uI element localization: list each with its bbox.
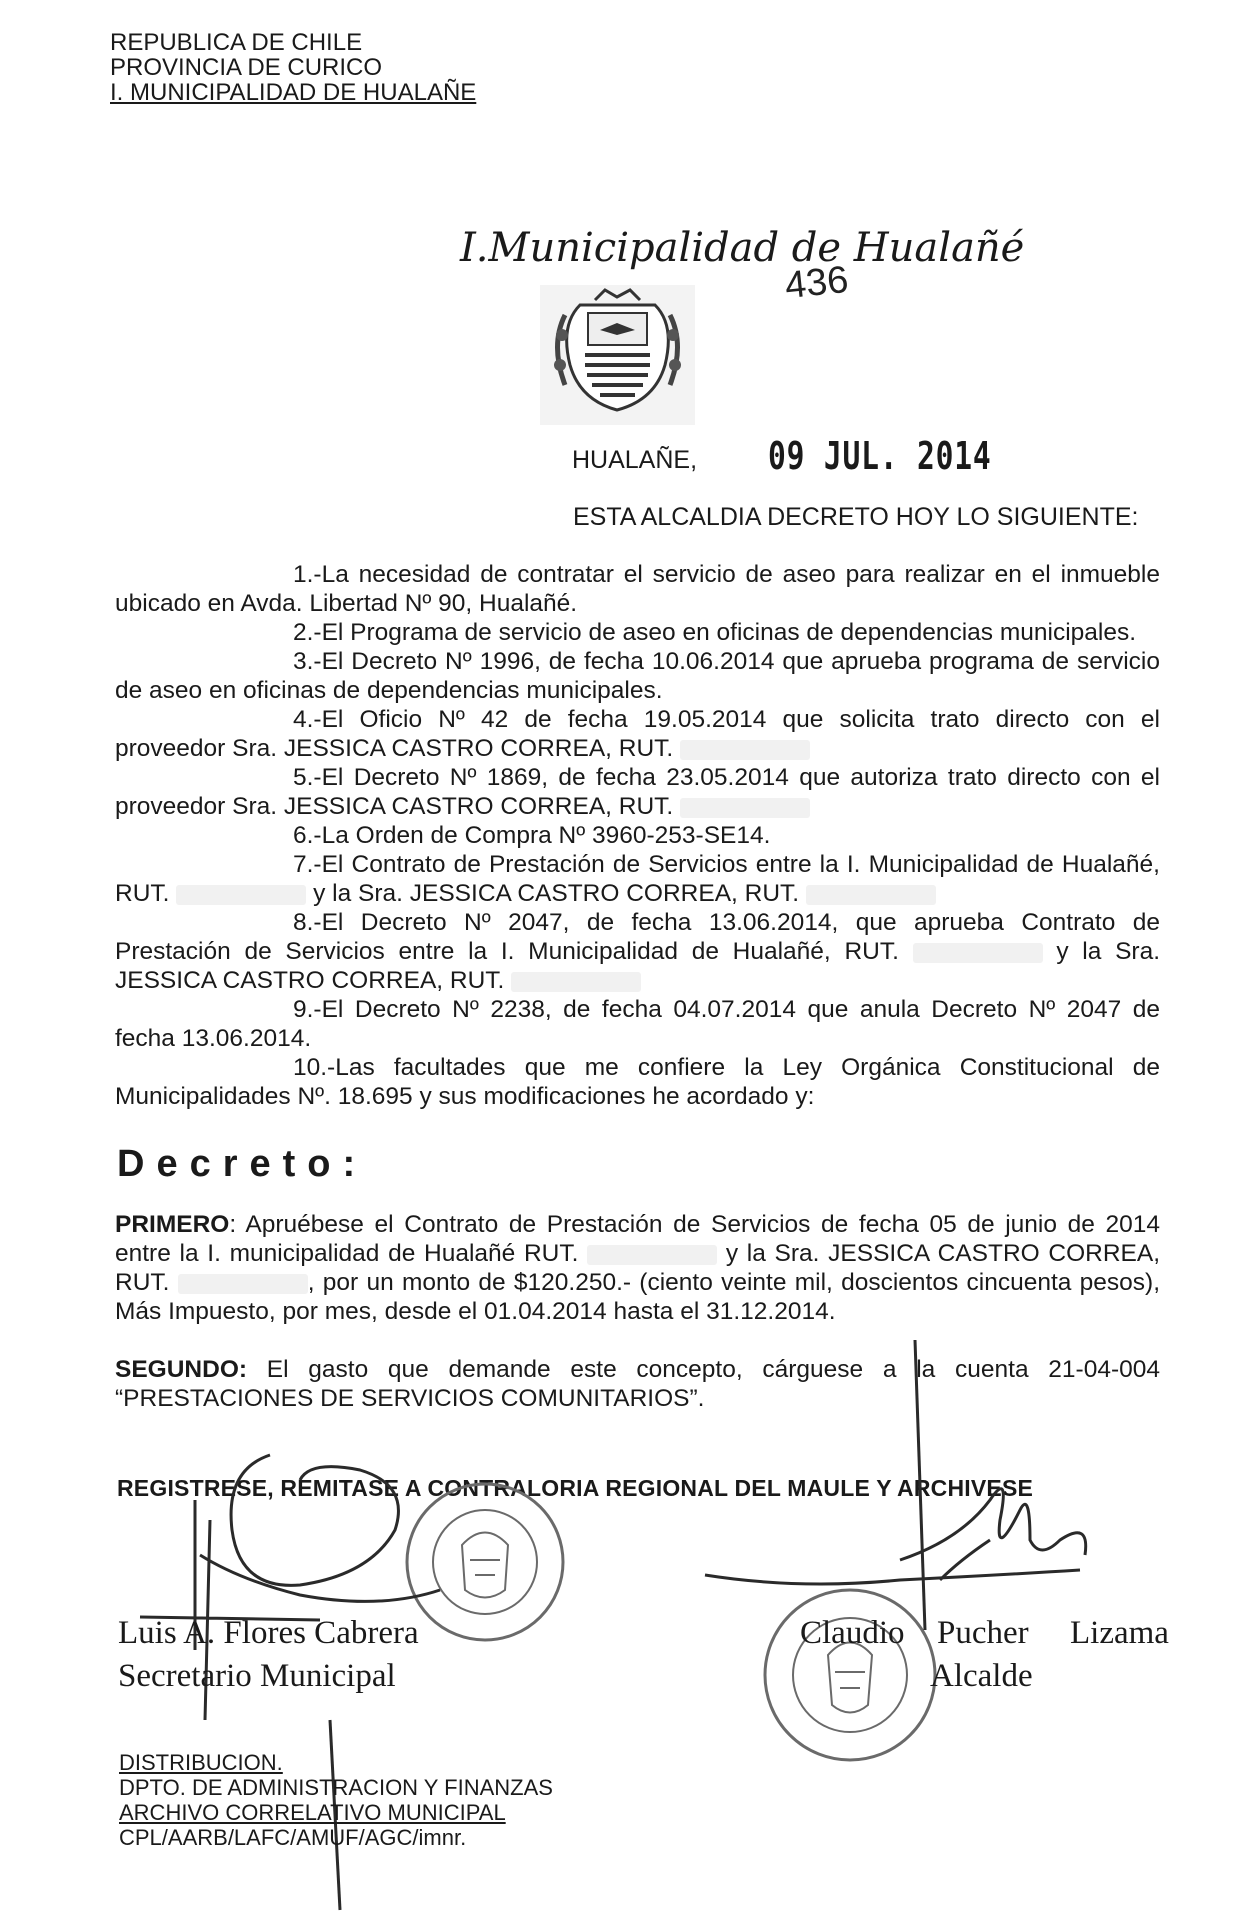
article-second-label: SEGUNDO: <box>115 1356 248 1383</box>
consideration-8: 8.-El Decreto Nº 2047, de fecha 13.06.2014, que aprueba Contrato de Prestación de Servicios entre la I. Municipalidad de Hualañé, RUT. y la Sra. JESSICA CASTRO CORREA, RUT. <box>115 909 1160 994</box>
consideration-2: 2.-El Programa de servicio de aseo en oficinas de dependencias municipales. <box>293 619 1137 646</box>
mayor-last-name-2: Lizama <box>1070 1615 1169 1651</box>
article-first-label: PRIMERO <box>115 1211 230 1238</box>
article-first: PRIMERO: Apruébese el Contrato de Prestación de Servicios de fecha 05 de junio de 2014 entre la I. municipalidad de Hualañé RUT. y la Sra. JESSICA CASTRO CORREA, RUT. , por un monto de $120.250.- (ciento veinte mil, doscientos cincuenta pesos), Más Impuesto, por mes, desde el 01.04.2014 hasta el 31.12.2014. <box>115 1211 1161 1325</box>
mayor-last-name-1: Pucher <box>937 1615 1029 1651</box>
header-municipality: I. MUNICIPALIDAD DE HUALAÑE <box>110 79 477 106</box>
closing-formula: REGISTRESE, REMITASE A CONTRALORIA REGIONAL DEL MAULE Y ARCHIVESE <box>117 1475 1034 1501</box>
secretary-stamp-icon <box>407 1484 563 1640</box>
consideration-4: 4.-El Oficio Nº 42 de fecha 19.05.2014 que solicita trato directo con el proveedor Sra. JESSICA CASTRO CORREA, RUT. <box>115 706 1160 762</box>
decree-intro: ESTA ALCALDIA DECRETO HOY LO SIGUIENTE: <box>573 503 1139 531</box>
distribution-block <box>119 1750 553 1850</box>
consideration-10: 10.-Las facultades que me confiere la Ley Orgánica Constitucional de Municipalidades Nº. 18.695 y sus modificaciones he acordado y: <box>115 1054 1160 1110</box>
header-province: PROVINCIA DE CURICO <box>110 54 383 81</box>
secretary-title: Secretario Municipal <box>118 1658 396 1694</box>
letterhead-title: I.Municipalidad de Hualañé <box>460 225 1025 271</box>
consideration-3: 3.-El Decreto Nº 1996, de fecha 10.06.2014 que aprueba programa de servicio de aseo en oficinas de dependencias municipales. <box>115 648 1160 704</box>
place-label: HUALAÑE, <box>572 446 698 474</box>
consideration-6: 6.-La Orden de Compra Nº 3960-253-SE14. <box>293 822 771 849</box>
distribution-title: DISTRIBUCION. <box>119 1750 283 1775</box>
distribution-line-1: DPTO. DE ADMINISTRACION Y FINANZAS <box>119 1775 553 1800</box>
consideration-5: 5.-El Decreto Nº 1869, de fecha 23.05.2014 que autoriza trato directo con el proveedor Sra. JESSICA CASTRO CORREA, RUT. <box>115 764 1160 820</box>
decree-heading: Decreto: <box>117 1143 368 1185</box>
folio-number: 436 <box>782 258 851 308</box>
article-second: SEGUNDO: El gasto que demande este concepto, cárguese a la cuenta 21-04-004 “PRESTACIONES DE SERVICIOS COMUNITARIOS”. <box>115 1356 1160 1412</box>
consideration-9: 9.-El Decreto Nº 2238, de fecha 04.07.2014 que anula Decreto Nº 2047 de fecha 13.06.2014. <box>115 996 1160 1052</box>
distribution-line-2: ARCHIVO CORRELATIVO MUNICIPAL <box>119 1800 506 1825</box>
mayor-first-name: Claudio <box>800 1615 905 1651</box>
date-stamp: 09 JUL. 2014 <box>768 434 992 478</box>
mayor-signature-icon <box>705 1340 1086 1630</box>
header-republic: REPUBLICA DE CHILE <box>110 29 363 56</box>
mayor-title: Alcalde <box>930 1658 1033 1694</box>
distribution-line-3: CPL/AARB/LAFC/AMUF/AGC/imnr. <box>119 1825 467 1850</box>
secretary-name: Luis A. Flores Cabrera <box>118 1615 419 1651</box>
consideration-1: 1.-La necesidad de contratar el servicio de aseo para realizar en el inmueble ubicado en Avda. Libertad Nº 90, Hualañé. <box>115 561 1160 617</box>
consideration-7: 7.-El Contrato de Prestación de Servicios entre la I. Municipalidad de Hualañé, RUT. y la Sra. JESSICA CASTRO CORREA, RUT. <box>115 851 1160 907</box>
